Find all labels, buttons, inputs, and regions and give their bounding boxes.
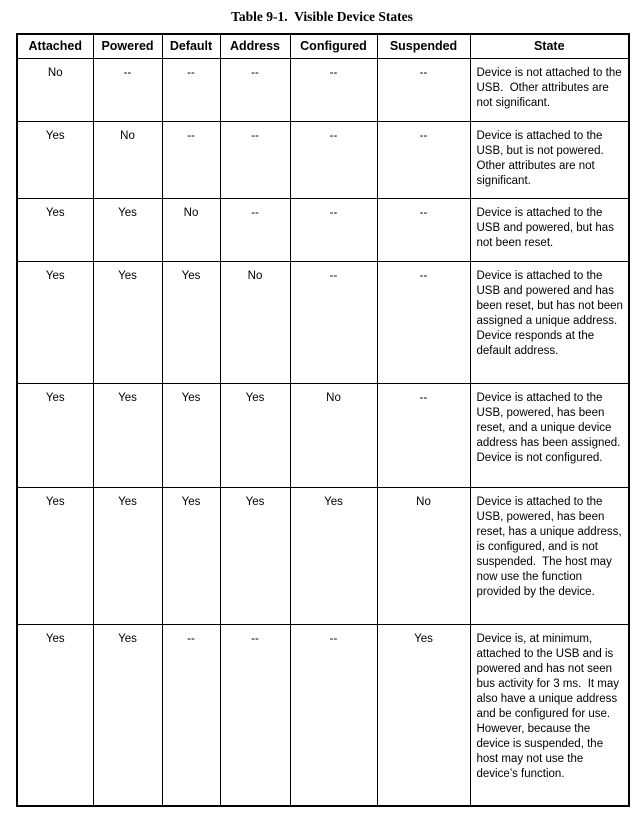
cell-address: Yes (220, 383, 290, 487)
cell-configured: Yes (290, 487, 377, 624)
col-header-powered: Powered (93, 34, 162, 58)
table-row (17, 261, 629, 383)
cell-attached: Yes (17, 624, 93, 806)
cell-powered: Yes (93, 624, 162, 806)
cell-attached: Yes (17, 487, 93, 624)
cell-suspended: -- (377, 261, 470, 383)
col-header-state: State (470, 34, 629, 58)
cell-state: Device is attached to the USB and powered and has been reset, but has not been assigned a unique address. Device responds at the default address. (470, 261, 629, 383)
cell-state: Device is not attached to the USB. Other attributes are not significant. (470, 58, 629, 121)
col-header-suspended: Suspended (377, 34, 470, 58)
col-header-address: Address (220, 34, 290, 58)
cell-state: Device is attached to the USB, powered, has been reset, and a unique device address has been assigned. Device is not configured. (470, 383, 629, 487)
cell-suspended: -- (377, 383, 470, 487)
cell-address: -- (220, 121, 290, 198)
cell-state: Device is attached to the USB and powered, but has not been reset. (470, 198, 629, 261)
cell-attached: Yes (17, 198, 93, 261)
cell-suspended: -- (377, 121, 470, 198)
cell-suspended: Yes (377, 624, 470, 806)
cell-default: -- (162, 58, 220, 121)
device-states-table (16, 33, 630, 807)
cell-powered: Yes (93, 198, 162, 261)
cell-address: -- (220, 198, 290, 261)
cell-configured: -- (290, 121, 377, 198)
cell-configured: -- (290, 198, 377, 261)
col-header-default: Default (162, 34, 220, 58)
cell-attached: Yes (17, 383, 93, 487)
cell-configured: -- (290, 261, 377, 383)
cell-address: No (220, 261, 290, 383)
table-row (17, 198, 629, 261)
cell-powered: Yes (93, 261, 162, 383)
cell-default: -- (162, 121, 220, 198)
col-header-attached: Attached (17, 34, 93, 58)
cell-default: Yes (162, 383, 220, 487)
cell-powered: Yes (93, 487, 162, 624)
cell-state: Device is, at minimum, attached to the USB and is powered and has not seen bus activity for 3 ms. It may also have a unique address and be configured for use. However, because the device is suspended, the host may not use the device’s function. (470, 624, 629, 806)
cell-default: Yes (162, 487, 220, 624)
cell-attached: Yes (17, 261, 93, 383)
cell-configured: No (290, 383, 377, 487)
cell-state: Device is attached to the USB, powered, has been reset, has a unique address, is configured, and is not suspended. The host may now use the function provided by the device. (470, 487, 629, 624)
cell-configured: -- (290, 58, 377, 121)
cell-suspended: -- (377, 58, 470, 121)
cell-suspended: -- (377, 198, 470, 261)
cell-default: -- (162, 624, 220, 806)
table-row (17, 121, 629, 198)
cell-configured: -- (290, 624, 377, 806)
cell-powered: Yes (93, 383, 162, 487)
table-row (17, 383, 629, 487)
table-row (17, 487, 629, 624)
cell-powered: -- (93, 58, 162, 121)
table-row (17, 58, 629, 121)
table-row (17, 624, 629, 806)
cell-default: Yes (162, 261, 220, 383)
header-row (17, 34, 629, 58)
cell-powered: No (93, 121, 162, 198)
cell-attached: No (17, 58, 93, 121)
cell-attached: Yes (17, 121, 93, 198)
cell-address: Yes (220, 487, 290, 624)
cell-address: -- (220, 58, 290, 121)
cell-address: -- (220, 624, 290, 806)
cell-default: No (162, 198, 220, 261)
cell-state: Device is attached to the USB, but is not powered. Other attributes are not significant. (470, 121, 629, 198)
table-title: Table 9-1. Visible Device States (231, 9, 413, 24)
cell-suspended: No (377, 487, 470, 624)
col-header-configured: Configured (290, 34, 377, 58)
